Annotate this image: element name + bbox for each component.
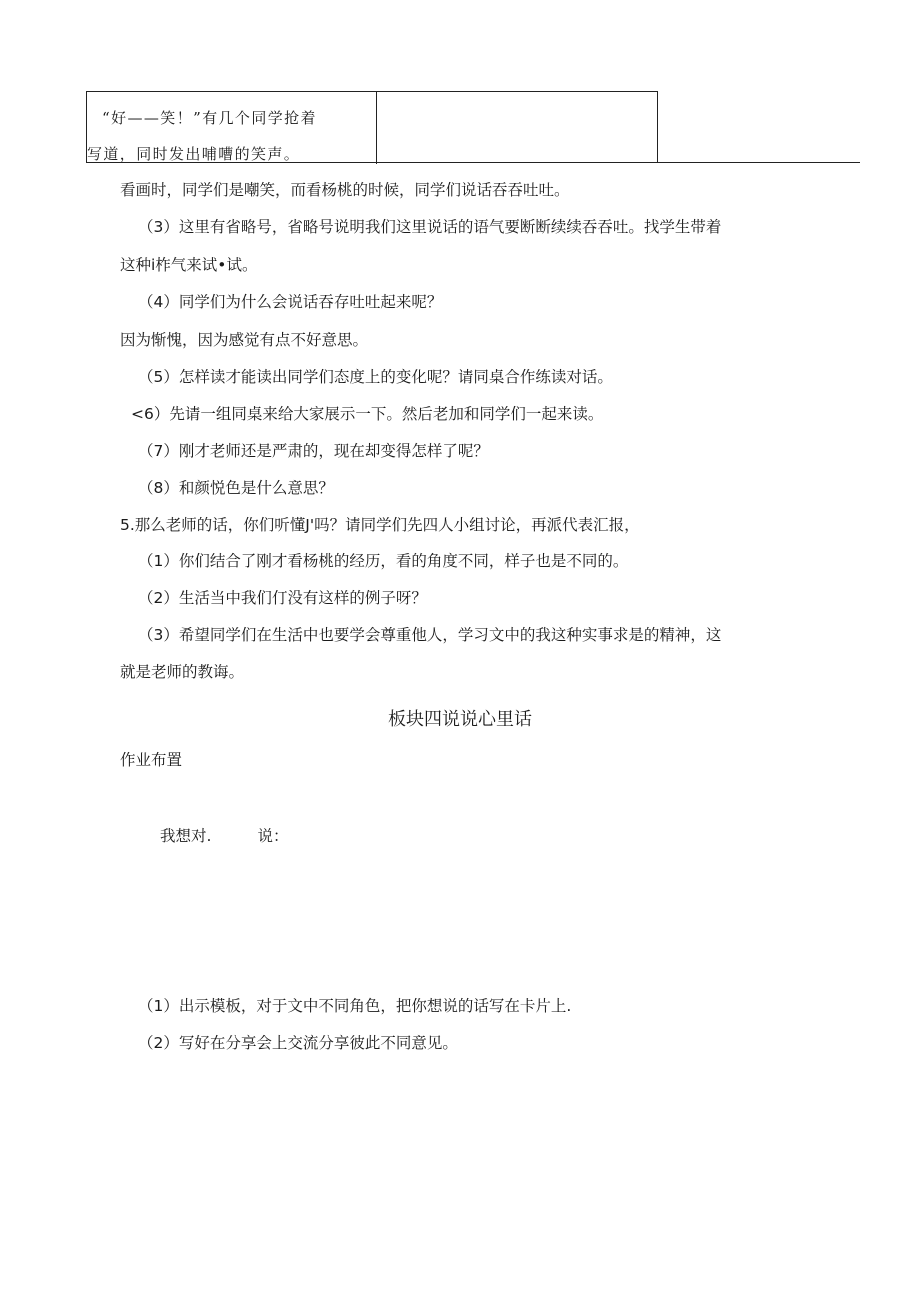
homework-heading: 作业布置 xyxy=(120,751,183,769)
paragraph-line: 就是老师的教诲。 xyxy=(120,663,245,681)
paragraph-line: （5）怎样读才能读出同学们态度上的变化呢？请同桌合作练读对话。 xyxy=(138,368,613,386)
table-bottom-rule xyxy=(86,162,860,163)
homework-prompt-right: 说： xyxy=(257,827,289,845)
homework-prompt-left: 我想对. xyxy=(160,827,212,845)
paragraph-line: （4）同学们为什么会说话吞存吐吐起来呢？ xyxy=(138,293,443,311)
table-column-divider xyxy=(376,92,377,164)
paragraph-line: 看画时，同学们是嘲笑，而看杨桃的时候，同学们说话吞吞吐吐。 xyxy=(120,181,570,199)
paragraph-line: 这种i柞气来试•试。 xyxy=(120,256,258,274)
paragraph-line: （3）这里有省略号，省略号说明我们这里说话的语气要断断续续吞吞吐。找学生带着 xyxy=(138,218,722,236)
table-fragment xyxy=(86,91,658,163)
homework-item: （2）写好在分享会上交流分享彼此不同意见。 xyxy=(138,1034,458,1052)
paragraph-line: （8）和颜悦色是什么意思？ xyxy=(138,479,334,497)
homework-item: （1）出示模板，对于文中不同角色，把你想说的话写在卡片上. xyxy=(138,997,572,1015)
table-cell-line-2: 写道，同时发出哺嘈的笑声。 xyxy=(87,145,301,163)
homework-prompt xyxy=(160,826,288,846)
paragraph-line: 因为惭愧，因为感觉有点不好意思。 xyxy=(120,331,369,349)
paragraph-line: （7）刚才老师还是严肃的，现在却变得怎样了呢？ xyxy=(138,442,489,460)
paragraph-line: <6）先请一组同桌来给大家展示一下。然后老加和同学们一起来读。 xyxy=(131,405,604,423)
paragraph-line: （3）希望同学们在生活中也要学会尊重他人，学习文中的我这种实事求是的精神，这 xyxy=(138,626,722,644)
paragraph-line: 5.那么老师的话，你们听懂J'吗？请同学们先四人小组讨论，再派代表汇报， xyxy=(120,516,640,534)
paragraph-line: （2）生活当中我们仃没有这样的例子呀？ xyxy=(138,589,427,607)
table-cell-line-1: “好——笑！”有几个同学抢着 xyxy=(102,109,317,127)
paragraph-line: （1）你们结合了刚才看杨桃的经历，看的角度不同，样子也是不同的。 xyxy=(138,552,629,570)
section-title: 板块四说说心里话 xyxy=(388,709,532,730)
